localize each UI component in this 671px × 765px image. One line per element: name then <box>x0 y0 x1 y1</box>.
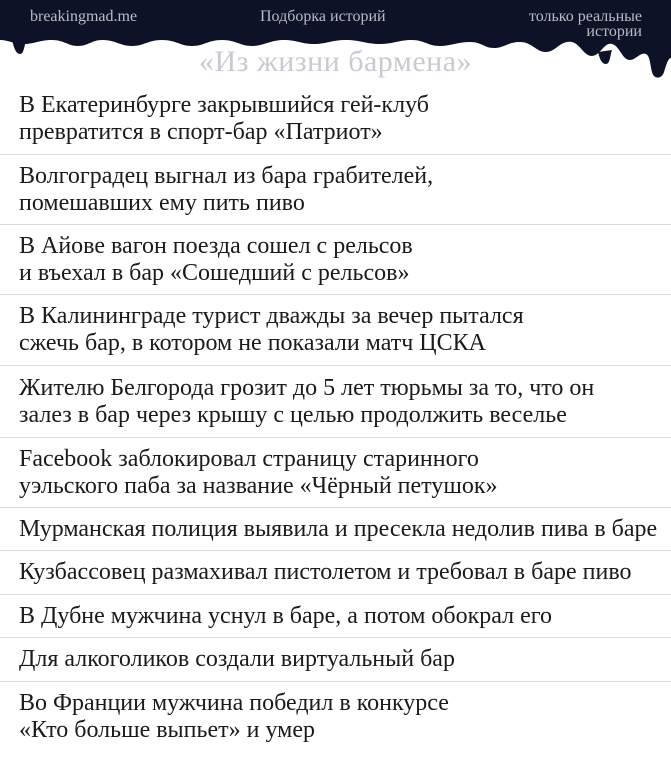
story-item[interactable] <box>0 594 671 637</box>
story-text: В Айове вагон поезда сошел с рельсов и въехал в бар «Сошедший с рельсов» <box>19 232 413 286</box>
story-item[interactable] <box>0 681 671 751</box>
site-name[interactable]: breakingmad.me <box>30 8 138 25</box>
story-item[interactable] <box>0 84 671 154</box>
story-item[interactable] <box>0 437 671 507</box>
story-item[interactable] <box>0 550 671 594</box>
page-title: «Из жизни бармена» <box>198 45 473 78</box>
story-text: Жителю Белгорода грозит до 5 лет тюрьмы за то, что он залез в бар через крышу с целью продолжить веселье <box>19 374 595 428</box>
tagline: только реальные истории <box>528 8 642 40</box>
story-list <box>0 84 671 751</box>
story-text: Facebook заблокировал страницу старинного уэльского паба за название «Чёрный петушок» <box>19 445 498 499</box>
section-label: Подборка историй <box>260 8 386 25</box>
story-item[interactable] <box>0 507 671 550</box>
story-item[interactable] <box>0 224 671 294</box>
story-text: Мурманская полиция выявила и пресекла недолив пива в баре <box>19 515 658 542</box>
story-text: В Екатеринбурге закрывшийся гей-клуб превратится в спорт-бар «Патриот» <box>19 92 429 145</box>
story-item[interactable] <box>0 365 671 437</box>
story-text: В Калининграде турист дважды за вечер пытался сжечь бар, в котором не показали матч ЦСКА <box>19 303 524 356</box>
story-item[interactable] <box>0 637 671 681</box>
story-text: Волгоградец выгнал из бара грабителей, помешавших ему пить пиво <box>19 162 434 216</box>
story-text: Во Франции мужчина победил в конкурсе «Кто больше выпьет» и умер <box>19 689 449 743</box>
story-text: Кузбассовец размахивал пистолетом и требовал в баре пиво <box>19 559 632 585</box>
story-item[interactable] <box>0 154 671 224</box>
story-item[interactable] <box>0 294 671 365</box>
story-text: Для алкоголиков создали виртуальный бар <box>19 646 455 672</box>
story-text: В Дубне мужчина уснул в баре, а потом обокрал его <box>19 602 552 629</box>
